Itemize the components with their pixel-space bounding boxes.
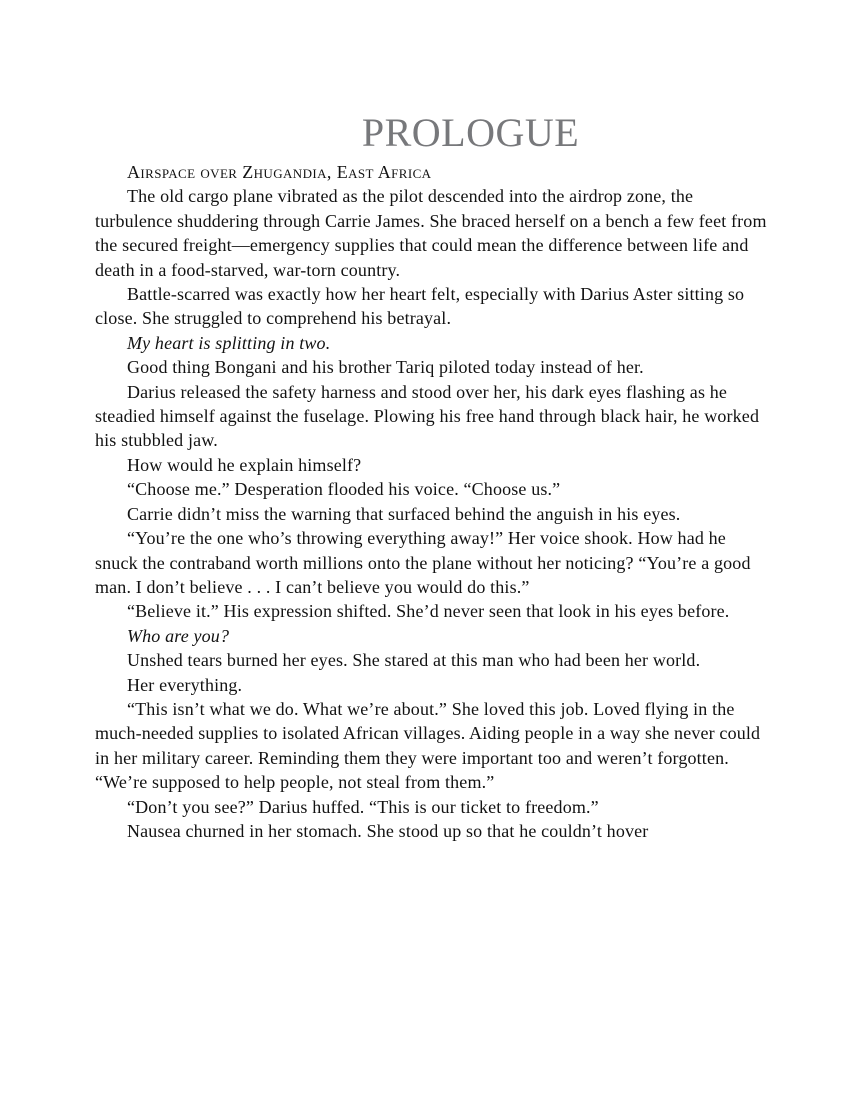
paragraph: Who are you? (127, 625, 230, 646)
scene-heading: Airspace over Zhugandia, East Africa (127, 162, 432, 182)
paragraph: Nausea churned in her stomach. She stood up so that he couldn’t hover (127, 820, 649, 841)
paragraph: How would he explain himself? (127, 454, 362, 475)
paragraph: Battle-scarred was exactly how her heart felt, especially with Darius Aster sitting so close. She struggled to comprehend his betrayal. (95, 284, 745, 329)
paragraph: “This isn’t what we do. What we’re about.” She loved this job. Loved flying in the much-needed supplies to isolated African villages. Aiding people in a way she never could in her military career. Reminding them they were important too and weren’t forgotten. “We’re supposed to help people, not steal from them.” (95, 698, 761, 793)
paragraph: “You’re the one who’s throwing everything away!” Her voice shook. How had he snuck the contraband worth millions onto the plane without her noticing? “You’re a good man. I don’t believe . . . I can’t believe you would do this.” (95, 528, 751, 597)
paragraph: “Choose me.” Desperation flooded his voice. “Choose us.” (127, 479, 561, 500)
paragraph: Unshed tears burned her eyes. She stared at this man who had been her world. (127, 650, 701, 671)
paragraph: The old cargo plane vibrated as the pilot descended into the airdrop zone, the turbulence shuddering through Carrie James. She braced herself on a bench a few feet from the secured freight—emergency supplies that could mean the difference between life and death in a food-starved, war-torn country. (95, 186, 767, 280)
paragraph: Her everything. (127, 674, 243, 695)
paragraph: Carrie didn’t miss the warning that surfaced behind the anguish in his eyes. (127, 503, 681, 524)
chapter-title: PROLOGUE (361, 110, 580, 155)
body-text (95, 184, 768, 843)
paragraph: My heart is splitting in two. (127, 332, 331, 353)
paragraph: “Don’t you see?” Darius huffed. “This is our ticket to freedom.” (127, 796, 599, 817)
paragraph: Darius released the safety harness and stood over her, his dark eyes flashing as he steadied himself against the fuselage. Plowing his free hand through black hair, he worked his stubbled jaw. (95, 381, 760, 451)
paragraph: “Believe it.” His expression shifted. She’d never seen that look in his eyes before. (127, 601, 730, 622)
paragraph: Good thing Bongani and his brother Tariq piloted today instead of her. (127, 357, 644, 378)
